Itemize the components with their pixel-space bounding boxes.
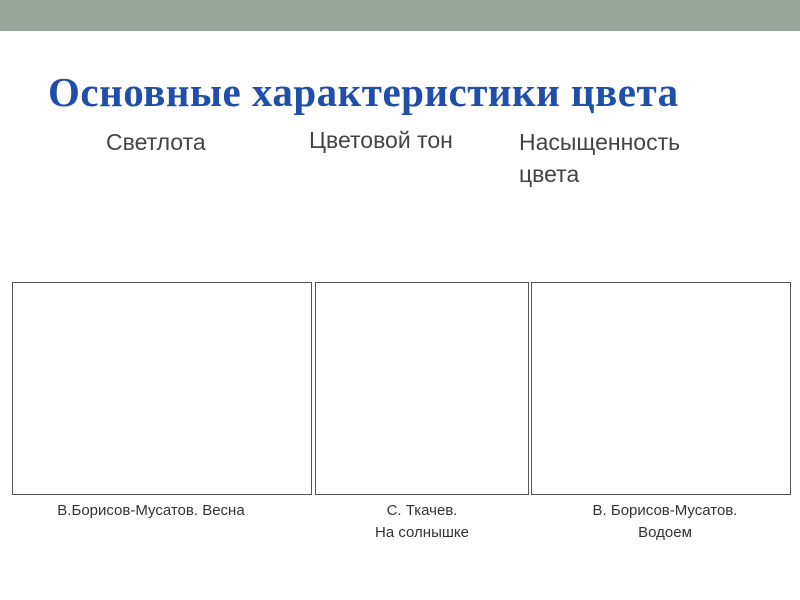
top-accent-bar (0, 0, 800, 31)
caption-in-the-sun (315, 500, 529, 544)
caption-pond-line1: В. Борисов-Мусатов. (592, 502, 738, 519)
caption-in-the-sun-line1: С. Ткачев. (386, 502, 458, 519)
column-heading-hue (309, 124, 453, 156)
slide-title: Основные характеристики цвета (48, 69, 679, 115)
column-heading-saturation-line2: цвета (519, 161, 580, 187)
painting-frame-pond (531, 282, 791, 495)
column-heading-lightness (106, 126, 206, 158)
column-heading-lightness-text: Светлота (106, 129, 206, 155)
caption-spring-line1: В.Борисов-Мусатов. Весна (57, 502, 245, 519)
caption-pond-line2: Водоем (638, 524, 692, 541)
painting-frame-in-the-sun (315, 282, 529, 495)
caption-in-the-sun-line2: На солнышке (375, 524, 469, 541)
column-heading-saturation (519, 126, 749, 190)
caption-spring (12, 500, 290, 522)
column-heading-saturation-line1: Насыщенность (519, 129, 681, 155)
painting-frame-spring (12, 282, 312, 495)
column-heading-hue-text: Цветовой тон (309, 127, 453, 153)
caption-pond (531, 500, 799, 544)
